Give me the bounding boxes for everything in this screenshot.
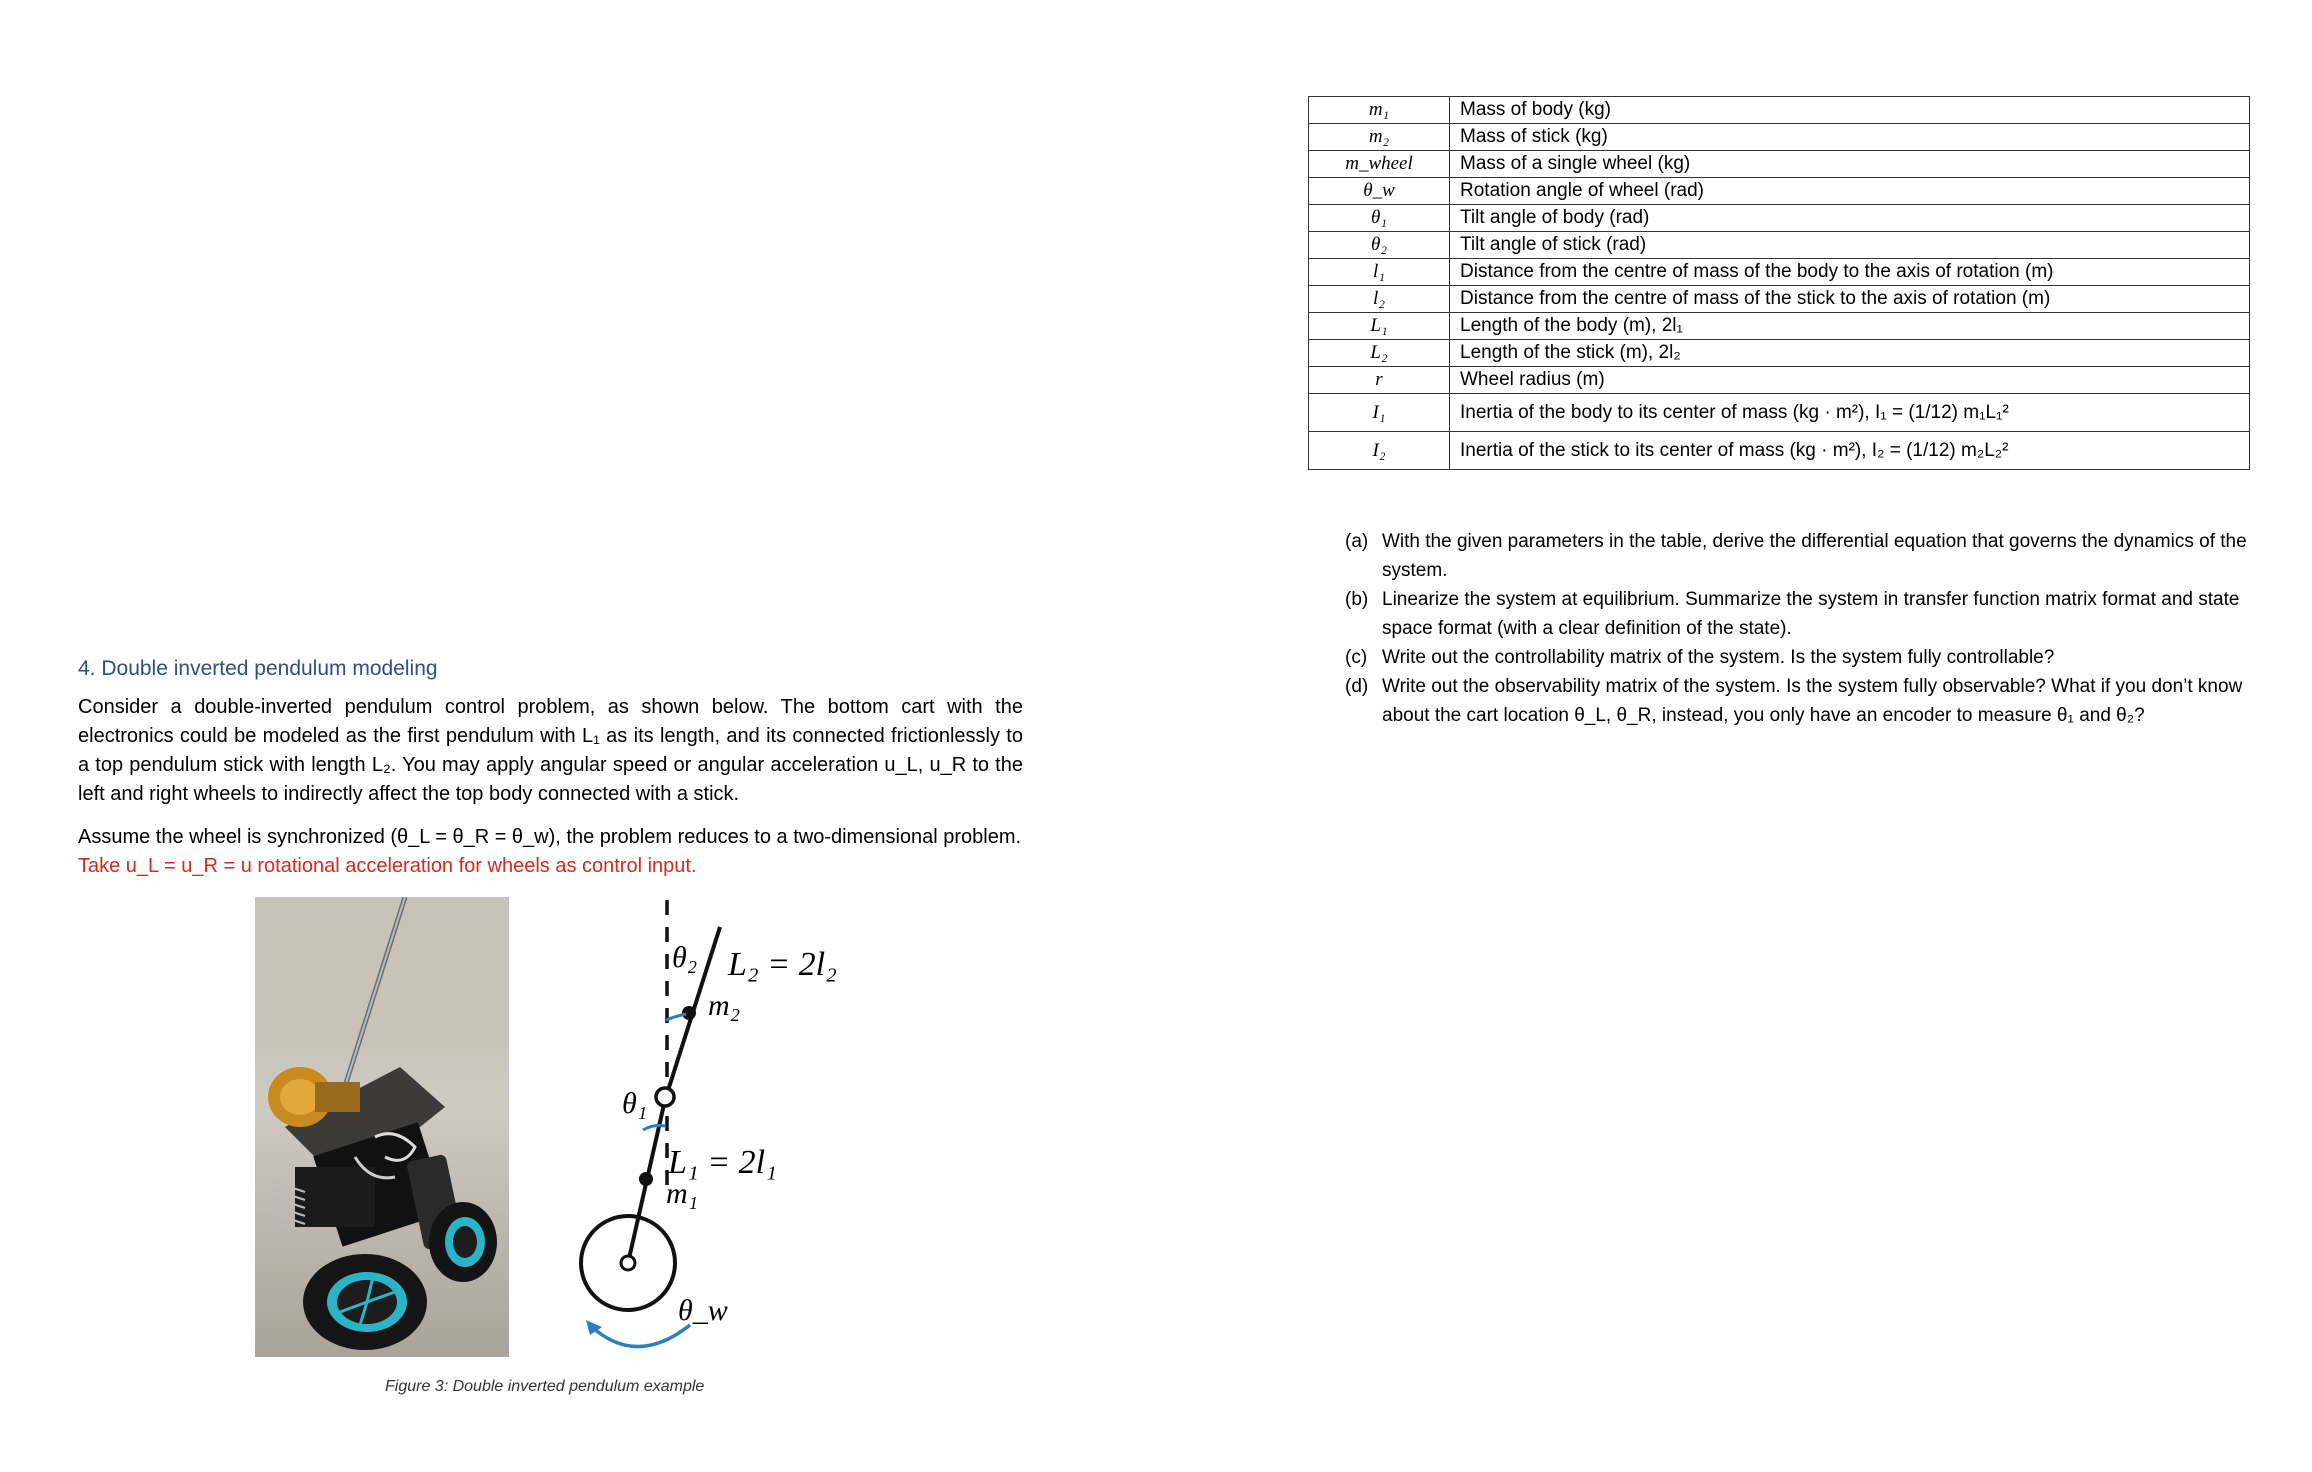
symbol-cell: L₂ (1309, 340, 1450, 367)
question-item (1345, 527, 2250, 585)
table-row (1309, 394, 2250, 432)
symbol-cell: I₂ (1309, 432, 1450, 470)
symbol-cell: I₁ (1309, 394, 1450, 432)
symbol-cell: θ₂ (1309, 232, 1450, 259)
table-row (1309, 151, 2250, 178)
table-row (1309, 97, 2250, 124)
L2-label: L₂ = 2l₂ (728, 946, 837, 983)
theta1-label: θ₁ (622, 1087, 648, 1120)
assumption-paragraph (78, 823, 1023, 881)
m2-label: m₂ (708, 989, 741, 1022)
section-4 (78, 655, 1023, 881)
intro-paragraph: Consider a double-inverted pendulum control problem, as shown below. The bottom cart with the electronics could be modeled as the first pendulum with L₁ as its length, and its connected frictionlessly to a top pendulum stick with length L₂. You may apply angular speed or angular acceleration u_L, u_R to the left and right wheels to indirectly affect the top body connected with a stick. (78, 696, 1023, 805)
description-cell: Length of the stick (m), 2l₂ (1450, 340, 2250, 367)
parameter-table (1308, 96, 2250, 470)
symbol-cell: L₁ (1309, 313, 1450, 340)
control-input-note: Take u_L = u_R = u rotational acceleration for wheels as control input. (78, 855, 697, 877)
description-cell: Wheel radius (m) (1450, 367, 2250, 394)
symbol-cell: l₂ (1309, 286, 1450, 313)
question-text: Linearize the system at equilibrium. Summarize the system in transfer function matrix format and state space format (with a clear definition of the state). (1382, 589, 2240, 639)
question-label: (c) (1345, 647, 1368, 668)
table-row (1309, 286, 2250, 313)
question-text: With the given parameters in the table, derive the differential equation that governs the dynamics of the system. (1382, 531, 2247, 581)
section-heading: 4. Double inverted pendulum modeling (78, 657, 438, 680)
table-row (1309, 313, 2250, 340)
symbol-cell: m₂ (1309, 124, 1450, 151)
description-cell: Tilt angle of stick (rad) (1450, 232, 2250, 259)
description-cell: Length of the body (m), 2l₁ (1450, 313, 2250, 340)
symbol-cell: l₁ (1309, 259, 1450, 286)
robot-photo (255, 897, 509, 1357)
question-text: Write out the observability matrix of the system. Is the system fully observable? What if you don’t know about the cart location θ_L, θ_R, instead, you only have an encoder to measure θ₁ and θ₂? (1382, 676, 2243, 726)
question-item (1345, 672, 2250, 730)
description-cell: Inertia of the stick to its center of mass (kg · m²), I₂ = (1/12) m₂L₂² (1450, 432, 2250, 470)
table-row (1309, 232, 2250, 259)
symbol-cell: m₁ (1309, 97, 1450, 124)
thetaw-label: θ_w (678, 1294, 728, 1327)
question-text: Write out the controllability matrix of the system. Is the system fully controllable? (1382, 647, 2055, 668)
m1-label: m₁ (666, 1177, 699, 1210)
question-item (1345, 585, 2250, 643)
table-row (1309, 178, 2250, 205)
description-cell: Mass of stick (kg) (1450, 124, 2250, 151)
description-cell: Distance from the centre of mass of the stick to the axis of rotation (m) (1450, 286, 2250, 313)
symbol-cell: m_wheel (1309, 151, 1450, 178)
assumption-text: Assume the wheel is synchronized (θ_L = θ_R = θ_w), the problem reduces to a two-dimensional problem. (78, 826, 1022, 848)
table-row (1309, 432, 2250, 470)
table-row (1309, 340, 2250, 367)
table-row (1309, 367, 2250, 394)
description-cell: Rotation angle of wheel (rad) (1450, 178, 2250, 205)
question-label: (b) (1345, 589, 1369, 610)
figure-caption: Figure 3: Double inverted pendulum example (385, 1378, 705, 1395)
description-cell: Inertia of the body to its center of mass (kg · m²), I₁ = (1/12) m₁L₁² (1450, 394, 2250, 432)
symbol-cell: θ_w (1309, 178, 1450, 205)
description-cell: Mass of a single wheel (kg) (1450, 151, 2250, 178)
symbol-cell: r (1309, 367, 1450, 394)
table-row (1309, 259, 2250, 286)
description-cell: Distance from the centre of mass of the body to the axis of rotation (m) (1450, 259, 2250, 286)
question-label: (d) (1345, 676, 1369, 697)
question-item (1345, 643, 2250, 672)
theta2-label: θ₂ (672, 941, 698, 974)
question-list (1345, 527, 2250, 730)
symbol-cell: θ₁ (1309, 205, 1450, 232)
L1-label: L₁ = 2l₁ (668, 1144, 777, 1181)
question-label: (a) (1345, 531, 1369, 552)
pendulum-diagram (560, 895, 880, 1355)
description-cell: Tilt angle of body (rad) (1450, 205, 2250, 232)
table-row (1309, 124, 2250, 151)
table-row (1309, 205, 2250, 232)
description-cell: Mass of body (kg) (1450, 97, 2250, 124)
